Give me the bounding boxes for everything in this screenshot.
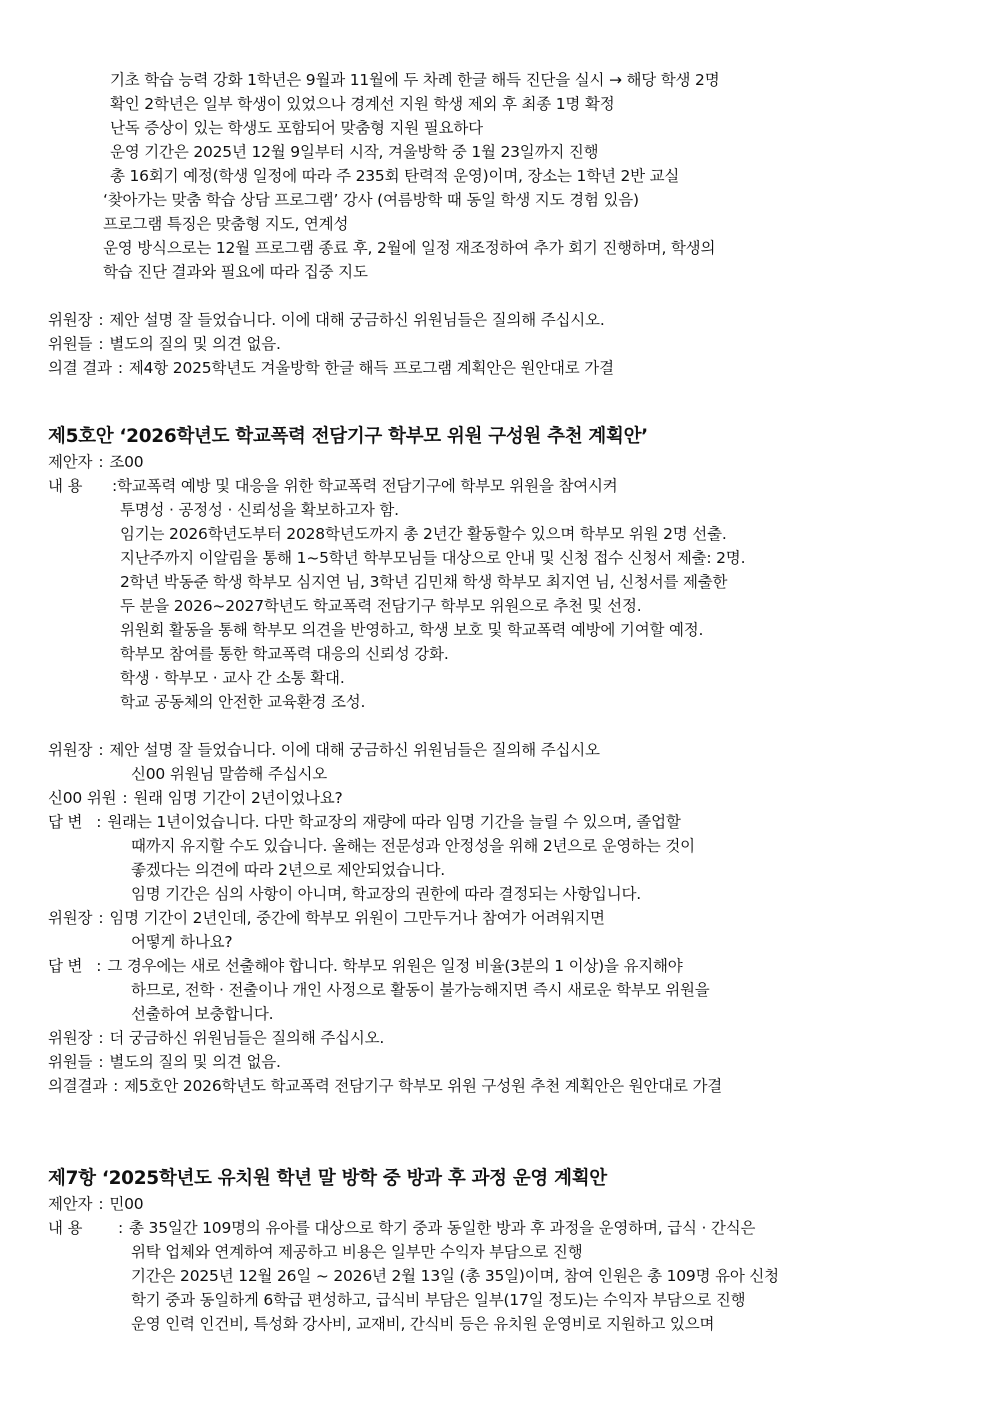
agenda-heading-item7: 제7항 ‘2025학년도 유치원 학년 말 방학 중 방과 후 과정 운영 계획안 <box>48 1168 607 1189</box>
speaker-label: 신00 위원 <box>48 789 117 807</box>
content-line: 학부모 참여를 통한 학교폭력 대응의 신뢰성 강화. <box>120 645 449 663</box>
speaker-label: 위원장 <box>48 1029 93 1047</box>
remark-continuation: 어떻게 하나요? <box>131 933 233 951</box>
content-line: 2학년 박동준 학생 학부모 심지연 님, 3학년 김민채 학생 학부모 최지연 님, 신청서를 제출한 <box>120 573 728 591</box>
content-line: 지난주까지 이알림을 통해 1~5학년 학부모님들 대상으로 안내 및 신청 접수 신청서 제출: 2명. <box>120 549 746 567</box>
qa-speaker-row: 신00 위원 : 원래 임명 기간이 2년이었나요? <box>48 789 343 807</box>
proposer-row: 제안자 : 민00 <box>48 1195 144 1213</box>
intro-line: 운영 방식으로는 12월 프로그램 종료 후, 2월에 일정 재조정하여 추가 회기 진행하며, 학생의 <box>103 239 716 257</box>
intro-line: 학습 진단 결과와 필요에 따라 집중 지도 <box>103 263 368 281</box>
content-line: 학생 · 학부모 · 교사 간 소통 확대. <box>120 669 345 687</box>
speaker-label: 위원장 <box>48 311 93 329</box>
content-line: 위탁 업체와 연계하여 제공하고 비용은 일부만 수익자 부담으로 진행 <box>131 1243 583 1261</box>
remark-text: 원래는 1년이었습니다. 다만 학교장의 재량에 따라 임명 기간을 늘릴 수 있으며, 졸업할 <box>107 813 681 831</box>
intro-line: 운영 기간은 2025년 12월 9일부터 시작, 겨울방학 중 1월 23일까지 진행 <box>110 143 599 161</box>
remark-text: 원래 임명 기간이 2년이었나요? <box>133 789 343 807</box>
qa-speaker-row: 답 변 : 그 경우에는 새로 선출해야 합니다. 학부모 위원은 일정 비율(3분의 1 이상)을 유지해야 <box>48 957 683 975</box>
content-label: 내 용 <box>48 1219 83 1237</box>
agenda-heading-item5: 제5호안 ‘2026학년도 학교폭력 전담기구 학부모 위원 구성원 추천 계획안’ <box>48 426 648 447</box>
remark-text: 그 경우에는 새로 선출해야 합니다. 학부모 위원은 일정 비율(3분의 1 이상)을 유지해야 <box>107 957 683 975</box>
content-row: 내 용 : 총 35일간 109명의 유아를 대상으로 학기 중과 동일한 방과 후 과정을 운영하며, 급식 · 간식은 <box>48 1219 756 1237</box>
content-label: 내 용 <box>48 477 83 495</box>
content-line: 위원회 활동을 통해 학부모 의견을 반영하고, 학생 보호 및 학교폭력 예방에 기여할 예정. <box>120 621 704 639</box>
intro-line: 난독 증상이 있는 학생도 포함되어 맞춤형 지원 필요하다 <box>110 119 483 137</box>
qa-speaker-row: 위원장 : 임명 기간이 2년인데, 중간에 학부모 위원이 그만두거나 참여가 어려워지면 <box>48 909 605 927</box>
proposer-label: 제안자 <box>48 1195 93 1213</box>
resolution-result: 의결결과 : 제5호안 2026학년도 학교폭력 전담기구 학부모 위원 구성원 추천 계획안은 원안대로 가결 <box>48 1077 722 1095</box>
proposer-name: 조00 <box>109 453 144 471</box>
remark-continuation: 좋겠다는 의견에 따라 2년으로 제안되었습니다. <box>131 861 445 879</box>
intro-line: 총 16회기 예정(학생 일정에 따라 주 235회 탄력적 운영)이며, 장소는 1학년 2반 교실 <box>110 167 680 185</box>
remark-text: 더 궁금하신 위원님들은 질의해 주십시오. <box>109 1029 385 1047</box>
qa-speaker-row: 답 변 : 원래는 1년이었습니다. 다만 학교장의 재량에 따라 임명 기간을 늘릴 수 있으며, 졸업할 <box>48 813 681 831</box>
proposer-name: 민00 <box>109 1195 144 1213</box>
content-text: 총 35일간 109명의 유아를 대상으로 학기 중과 동일한 방과 후 과정을 운영하며, 급식 · 간식은 <box>129 1219 756 1237</box>
qa-speaker-row: 위원들 : 별도의 질의 및 의견 없음. <box>48 1053 281 1071</box>
content-line: 임기는 2026학년도부터 2028학년도까지 총 2년간 활동할수 있으며 학부모 위원 2명 선출. <box>120 525 727 543</box>
content-line: 두 분을 2026~2027학년도 학교폭력 전담기구 학부모 위원으로 추천 및 선정. <box>120 597 642 615</box>
qa-speaker-row: 위원장 : 제안 설명 잘 들었습니다. 이에 대해 궁금하신 위원님들은 질의해 주십시오 <box>48 741 600 759</box>
speaker-label: 답 변 <box>48 813 83 831</box>
remark-text: 별도의 질의 및 의견 없음. <box>109 1053 281 1071</box>
proposer-label: 제안자 <box>48 453 93 471</box>
content-text: :학교폭력 예방 및 대응을 위한 학교폭력 전담기구에 학부모 위원을 참여시켜 <box>112 477 618 495</box>
result-text: 제4항 2025학년도 겨울방학 한글 해득 프로그램 계획안은 원안대로 가결 <box>128 359 614 377</box>
resolution-result: 의결 결과 : 제4항 2025학년도 겨울방학 한글 해득 프로그램 계획안은 원안대로 가결 <box>48 359 614 377</box>
intro-line: 프로그램 특징은 맞춤형 지도, 연계성 <box>103 215 349 233</box>
remark-text: 별도의 질의 및 의견 없음. <box>109 335 281 353</box>
members-remark: 위원들 : 별도의 질의 및 의견 없음. <box>48 335 281 353</box>
intro-line: 기초 학습 능력 강화 1학년은 9월과 11월에 두 차례 한글 해득 진단을 실시 → 해당 학생 2명 <box>110 71 720 89</box>
remark-continuation: 하므로, 전학 · 전출이나 개인 사정으로 활동이 불가능해지면 즉시 새로운 학부모 위원을 <box>131 981 710 999</box>
speaker-label: 위원들 <box>48 1053 93 1071</box>
remark-text: 제안 설명 잘 들었습니다. 이에 대해 궁금하신 위원님들은 질의해 주십시오 <box>109 741 600 759</box>
speaker-label: 의결결과 <box>48 1077 108 1095</box>
remark-continuation: 때까지 유지할 수도 있습니다. 올해는 전문성과 안정성을 위해 2년으로 운영하는 것이 <box>131 837 695 855</box>
content-line: 학기 중과 동일하게 6학급 편성하고, 급식비 부담은 일부(17일 정도)는 수익자 부담으로 진행 <box>131 1291 746 1309</box>
remark-text: 제안 설명 잘 들었습니다. 이에 대해 궁금하신 위원님들은 질의해 주십시오. <box>109 311 605 329</box>
content-line: 기간은 2025년 12월 26일 ~ 2026년 2월 13일 (총 35일)이며, 참여 인원은 총 109명 유아 신청 <box>131 1267 779 1285</box>
remark-continuation: 선출하여 보충합니다. <box>131 1005 274 1023</box>
content-row <box>48 475 618 497</box>
speaker-label: 의결 결과 <box>48 359 112 377</box>
speaker-label: 위원들 <box>48 335 93 353</box>
speaker-label: 위원장 <box>48 741 93 759</box>
content-line: 학교 공동체의 안전한 교육환경 조성. <box>120 693 366 711</box>
qa-speaker-row: 위원장 : 더 궁금하신 위원님들은 질의해 주십시오. <box>48 1029 385 1047</box>
speaker-label: 위원장 <box>48 909 93 927</box>
chair-remark: 위원장 : 제안 설명 잘 들었습니다. 이에 대해 궁금하신 위원님들은 질의해 주십시오. <box>48 311 605 329</box>
intro-line: ‘찾아가는 맞춤 학습 상담 프로그램’ 강사 (여름방학 때 동일 학생 지도 경험 있음) <box>103 191 639 209</box>
speaker-label: 답 변 <box>48 957 83 975</box>
remark-continuation: 신00 위원님 말씀해 주십시오 <box>131 765 328 783</box>
result-text: 제5호안 2026학년도 학교폭력 전담기구 학부모 위원 구성원 추천 계획안은 원안대로 가결 <box>124 1077 722 1095</box>
content-line: 투명성 · 공정성 · 신뢰성을 확보하고자 함. <box>120 501 399 519</box>
remark-continuation: 임명 기간은 심의 사항이 아니며, 학교장의 권한에 따라 결정되는 사항입니다. <box>131 885 641 903</box>
intro-line: 확인 2학년은 일부 학생이 있었으나 경계선 지원 학생 제외 후 최종 1명 확정 <box>110 95 615 113</box>
remark-text: 임명 기간이 2년인데, 중간에 학부모 위원이 그만두거나 참여가 어려워지면 <box>109 909 605 927</box>
proposer-row: 제안자 : 조00 <box>48 453 144 471</box>
content-line: 운영 인력 인건비, 특성화 강사비, 교재비, 간식비 등은 유치원 운영비로 지원하고 있으며 <box>131 1315 715 1333</box>
